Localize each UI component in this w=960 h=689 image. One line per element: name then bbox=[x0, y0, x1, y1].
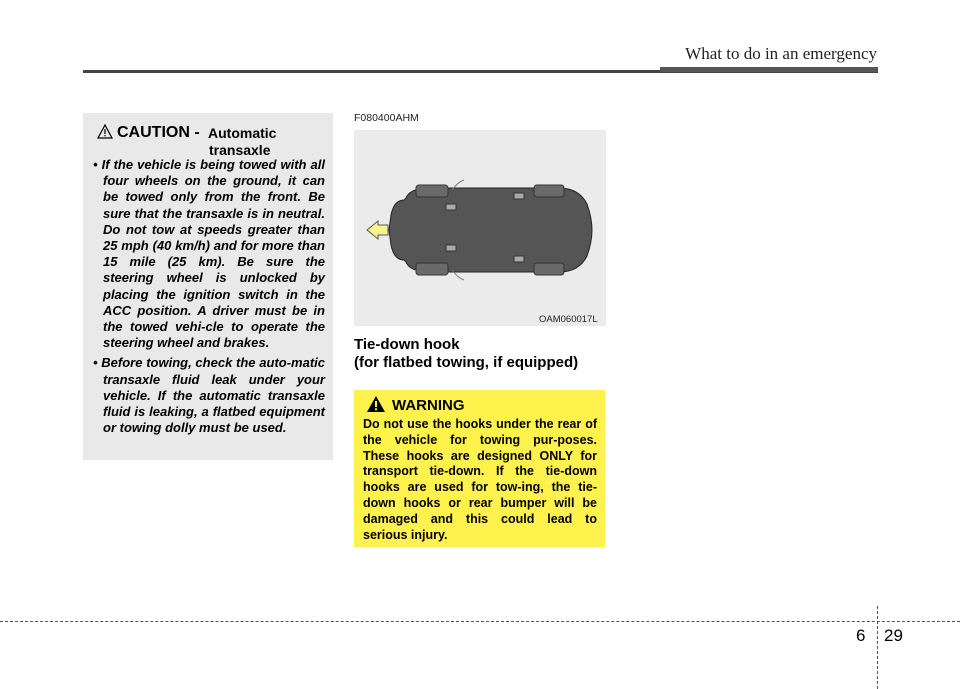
section-title: Tie-down hook (for flatbed towing, if equipped) bbox=[354, 336, 579, 371]
caution-box bbox=[83, 113, 333, 460]
wheel bbox=[534, 263, 564, 275]
vehicle-body bbox=[389, 188, 592, 272]
section-code: F080400AHM bbox=[354, 112, 419, 124]
caution-word: CAUTION - bbox=[117, 124, 200, 141]
page-chapter-number: 6 bbox=[856, 626, 866, 645]
footer-rule bbox=[0, 621, 960, 622]
wheel bbox=[416, 263, 448, 275]
wheel bbox=[416, 185, 448, 197]
tie-down-hook bbox=[446, 204, 456, 210]
warning-triangle-icon bbox=[366, 395, 386, 418]
tow-direction-arrow-icon bbox=[367, 221, 388, 239]
tie-down-hook bbox=[446, 245, 456, 251]
warning-word: WARNING bbox=[392, 397, 465, 414]
warning-text: Do not use the hooks under the rear of the vehicle for towing pur-poses. These hooks are designed ONLY for transport tie-down. If the tie-down hooks are used for tow-ing, the tie-down hooks or rear bumper will be damaged and this could lead to serious injury. bbox=[363, 417, 597, 542]
warning-triangle-icon bbox=[97, 124, 113, 144]
caution-list bbox=[91, 157, 325, 440]
wheel bbox=[534, 185, 564, 197]
caution-subtitle-line1: Automatic bbox=[208, 125, 277, 141]
tie-down-hook bbox=[514, 256, 524, 262]
header-rule-accent bbox=[660, 67, 878, 72]
figure-code: OAM060017L bbox=[539, 314, 598, 325]
vehicle-top-view-figure bbox=[354, 130, 606, 326]
warning-box bbox=[354, 390, 605, 547]
caution-subtitle-line2: transaxle bbox=[209, 142, 271, 158]
footer-divider bbox=[877, 606, 878, 689]
page-number: 29 bbox=[884, 626, 903, 645]
tie-down-hook bbox=[514, 193, 524, 199]
caution-item: • If the vehicle is being towed with all four wheels on the ground, it can be towed only from the front. Be sure that the transaxle is in neutral. Do not tow at speeds greater than 25 mph (40 km/h) and for more than 15 mile (25 km). Be sure the steering wheel is unlocked by placing the ignition switch in the ACC position. A driver must be in the towed vehi-cle to operate the steering wheel and brakes. bbox=[93, 157, 325, 351]
caution-item: • Before towing, check the auto-matic transaxle fluid leak under your vehicle. If the automatic transaxle fluid is leaking, a flatbed equipment or towing dolly must be used. bbox=[93, 355, 325, 436]
header-title: What to do in an emergency bbox=[685, 44, 877, 63]
